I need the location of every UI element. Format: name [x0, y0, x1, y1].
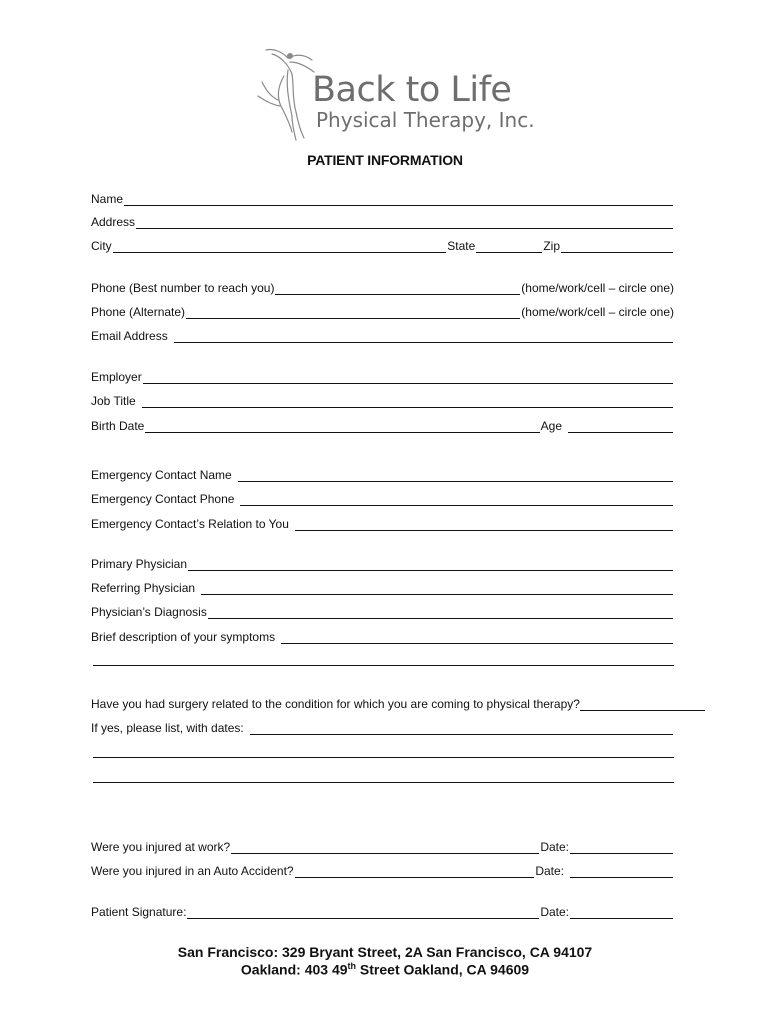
logo-company-subtitle: Physical Therapy, Inc.: [316, 108, 535, 132]
name-field[interactable]: [124, 194, 673, 206]
employer-field[interactable]: [143, 372, 673, 384]
phone-alt-row: [91, 303, 674, 319]
footer-oakland-address: [0, 961, 770, 978]
injured-auto-field[interactable]: [295, 866, 535, 878]
city-label: City: [91, 239, 112, 253]
phone-alt-type-note: (home/work/cell – circle one): [521, 305, 674, 319]
company-logo: [252, 46, 535, 142]
emergency-name-label: Emergency Contact Name: [91, 468, 232, 482]
diagnosis-row: [91, 603, 674, 619]
emergency-relation-row: [91, 515, 674, 531]
symptoms-label: Brief description of your symptoms: [91, 630, 276, 644]
phone-best-row: [91, 279, 674, 295]
birth-date-label: Birth Date: [91, 419, 145, 433]
phone-alt-field[interactable]: [186, 307, 520, 319]
symptoms-field[interactable]: [281, 632, 673, 644]
injured-auto-date-field[interactable]: [570, 866, 673, 878]
injured-auto-date-label: Date:: [535, 864, 564, 878]
surgery-answer-field[interactable]: [580, 699, 705, 711]
employer-label: Employer: [91, 370, 142, 384]
zip-label: Zip: [543, 239, 560, 253]
name-label: Name: [91, 192, 124, 206]
emergency-name-row: [91, 466, 674, 482]
diagnosis-field[interactable]: [208, 607, 673, 619]
signature-date-label: Date:: [540, 905, 569, 919]
referring-physician-row: [91, 579, 674, 595]
emergency-relation-label: Emergency Contact’s Relation to You: [91, 517, 289, 531]
injured-work-date-label: Date:: [540, 840, 569, 854]
job-title-row: [91, 392, 674, 408]
surgery-list-label: If yes, please list, with dates:: [91, 721, 244, 735]
primary-physician-row: [91, 555, 674, 571]
surgery-list-extra-line-1[interactable]: [93, 757, 674, 758]
diagnosis-label: Physician’s Diagnosis: [91, 605, 207, 619]
footer-oakland-prefix: Oakland: 403 49: [240, 961, 348, 978]
birth-date-row: [91, 417, 674, 433]
injured-auto-label: Were you injured in an Auto Accident?: [91, 864, 294, 878]
referring-physician-label: Referring Physician: [91, 581, 196, 595]
name-row: [91, 190, 674, 206]
signature-date-field[interactable]: [570, 907, 673, 919]
birth-date-field[interactable]: [145, 421, 539, 433]
address-label: Address: [91, 215, 136, 229]
city-state-zip-row: [91, 237, 674, 253]
email-row: [91, 327, 674, 343]
job-title-field[interactable]: [142, 396, 673, 408]
signature-field[interactable]: [187, 907, 539, 919]
emergency-phone-field[interactable]: [240, 494, 673, 506]
state-field[interactable]: [476, 241, 542, 253]
job-title-label: Job Title: [91, 394, 136, 408]
footer-oakland-suffix: Street Oakland, CA 94609: [356, 961, 530, 978]
emergency-phone-label: Emergency Contact Phone: [91, 492, 235, 506]
age-label: Age: [540, 419, 562, 433]
injured-auto-row: [91, 862, 674, 878]
injured-work-label: Were you injured at work?: [91, 840, 231, 854]
email-label: Email Address: [91, 329, 168, 343]
referring-physician-field[interactable]: [201, 583, 673, 595]
surgery-question-row: [91, 695, 674, 711]
zip-field[interactable]: [561, 241, 673, 253]
state-label: State: [447, 239, 476, 253]
injured-work-row: [91, 838, 674, 854]
symptoms-extra-line[interactable]: [93, 665, 674, 666]
logo-company-name: Back to Life: [312, 70, 512, 110]
primary-physician-label: Primary Physician: [91, 557, 188, 571]
primary-physician-field[interactable]: [188, 559, 673, 571]
employer-row: [91, 368, 674, 384]
surgery-list-field[interactable]: [250, 723, 673, 735]
symptoms-row: [91, 628, 674, 644]
footer-oakland-ordinal: th: [347, 961, 357, 971]
footer-sf-address: San Francisco: 329 Bryant Street, 2A San Francisco, CA 94107: [177, 944, 593, 960]
injured-work-field[interactable]: [231, 842, 539, 854]
phone-best-field[interactable]: [275, 283, 520, 295]
phone-alt-label: Phone (Alternate): [91, 305, 186, 319]
email-field[interactable]: [174, 331, 673, 343]
form-title: PATIENT INFORMATION: [307, 152, 463, 168]
emergency-name-field[interactable]: [238, 470, 673, 482]
phone-best-type-note: (home/work/cell – circle one): [521, 281, 674, 295]
phone-best-label: Phone (Best number to reach you): [91, 281, 275, 295]
emergency-phone-row: [91, 490, 674, 506]
surgery-question-label: Have you had surgery related to the condition for which you are coming to physical therapy?: [91, 697, 580, 711]
address-row: [91, 213, 674, 229]
age-field[interactable]: [568, 421, 673, 433]
signature-row: [91, 903, 674, 919]
emergency-relation-field[interactable]: [295, 519, 673, 531]
address-field[interactable]: [136, 217, 673, 229]
surgery-list-row: [91, 719, 674, 735]
signature-label: Patient Signature:: [91, 905, 187, 919]
city-field[interactable]: [113, 241, 447, 253]
surgery-list-extra-line-2[interactable]: [93, 782, 674, 783]
injured-work-date-field[interactable]: [570, 842, 673, 854]
